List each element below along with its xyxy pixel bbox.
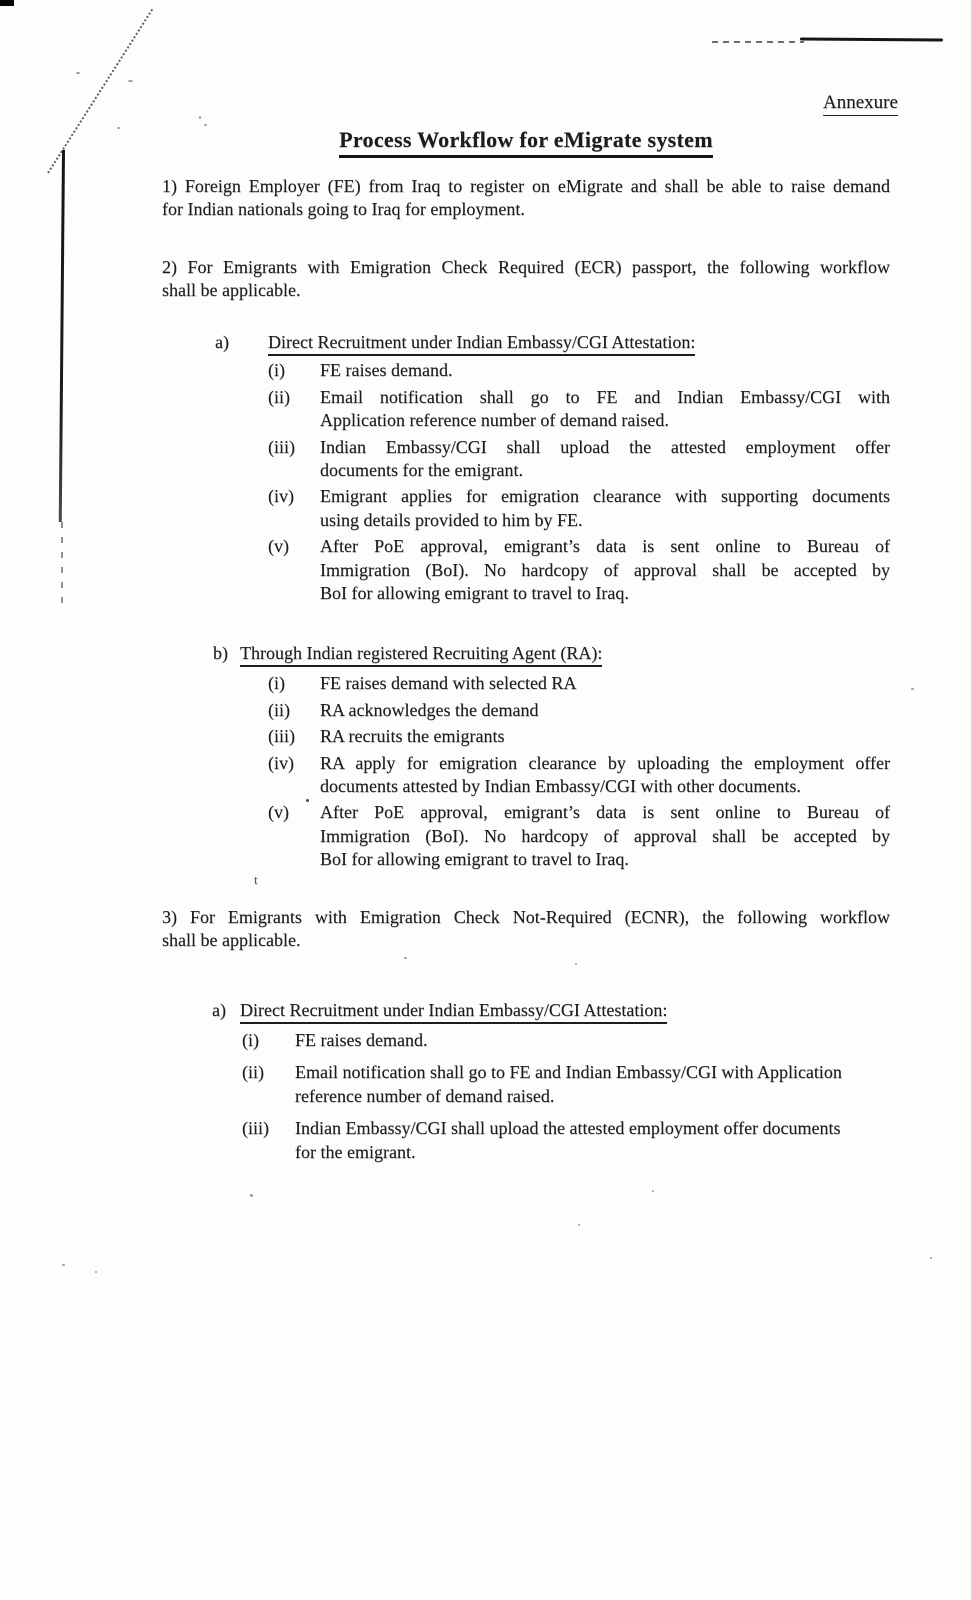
- list-item-line: documents attested by Indian Embassy/CGI with other documents.: [320, 775, 801, 796]
- list-item-text: [295, 1116, 905, 1165]
- paragraph-3-line-1: 3) For Emigrants with Emigration Check Not-Required (ECNR), the following workflow: [162, 907, 890, 927]
- list-item-line: Emigrant applies for emigration clearance with supporting documents: [320, 486, 890, 507]
- section-label: a): [215, 332, 229, 352]
- section-heading: Direct Recruitment under Indian Embassy/CGI Attestation:: [268, 331, 695, 356]
- list-item-numeral: (i): [242, 1030, 259, 1051]
- list-item-numeral: (v): [268, 536, 289, 557]
- section-label: b): [213, 643, 228, 663]
- section-heading: Through Indian registered Recruiting Agent (RA):: [240, 642, 602, 667]
- list-item-text: [320, 672, 890, 695]
- list-item-numeral: (iii): [268, 726, 295, 747]
- list-item-text: [320, 725, 890, 748]
- list-item: [268, 386, 890, 433]
- paragraph-1-line-1: 1) Foreign Employer (FE) from Iraq to register on eMigrate and shall be able to raise demand: [162, 176, 890, 196]
- list-item-line: RA acknowledges the demand: [320, 699, 539, 720]
- list-item-text: [295, 1028, 905, 1052]
- section-heading-row: [215, 331, 890, 356]
- scan-speck-artifact: [404, 957, 407, 959]
- list-item-text: [320, 535, 890, 605]
- scan-speck-artifact: [578, 1224, 580, 1226]
- list-item-line: Immigration (BoI). No hardcopy of approval shall be accepted by: [320, 559, 890, 580]
- scan-speck-artifact: [117, 127, 120, 129]
- section-label: a): [212, 1000, 226, 1020]
- list-item: [268, 801, 890, 871]
- list-item-line: Indian Embassy/CGI shall upload the attested employment offer documents: [295, 1117, 841, 1138]
- list-item-line: Indian Embassy/CGI shall upload the attested employment offer: [320, 436, 890, 457]
- paragraph-1: [162, 175, 890, 222]
- paragraph-2-line-1: 2) For Emigrants with Emigration Check Required (ECR) passport, the following workflow: [162, 257, 890, 277]
- scan-speck-artifact: [930, 1257, 932, 1259]
- section-ecr-recruiting-agent: [213, 642, 890, 875]
- list-item-numeral: (iii): [242, 1117, 269, 1138]
- list-item-line: using details provided to him by FE.: [320, 509, 583, 530]
- scan-top-rule-solid-artifact: [800, 38, 943, 42]
- scan-speck-artifact: [95, 1271, 97, 1273]
- list-item-numeral: (i): [268, 673, 285, 694]
- scan-corner-mark-artifact: [0, 0, 14, 6]
- scan-left-margin-line-tail-artifact: [61, 522, 63, 606]
- annexure-label: Annexure: [823, 92, 898, 116]
- section-ecnr-direct-recruitment: [212, 998, 907, 1172]
- list-item-text: [320, 801, 890, 871]
- list-item-numeral: (ii): [242, 1061, 264, 1082]
- scan-speck-artifact: [199, 116, 201, 119]
- list-item-line: Email notification shall go to FE and Indian Embassy/CGI with: [320, 386, 890, 407]
- section-items: [215, 359, 890, 605]
- list-item-numeral: (iv): [268, 752, 294, 773]
- section-heading: Direct Recruitment under Indian Embassy/CGI Attestation:: [240, 998, 667, 1024]
- section-items: [212, 1028, 907, 1164]
- scan-stray-mark-artifact: t: [254, 872, 258, 887]
- list-item-line: documents for the emigrant.: [320, 459, 523, 480]
- list-item: [268, 436, 890, 483]
- list-item-line: RA recruits the emigrants: [320, 726, 505, 747]
- paragraph-2-line-2: shall be applicable.: [162, 280, 301, 301]
- list-item: [268, 485, 890, 532]
- list-item: [242, 1028, 907, 1052]
- scan-speck-artifact: [204, 124, 207, 126]
- list-item-numeral: (v): [268, 802, 289, 823]
- scan-speck-artifact: [128, 80, 133, 82]
- list-item-line: BoI for allowing emigrant to travel to Iraq.: [320, 582, 629, 603]
- list-item-line: After PoE approval, emigrant’s data is sent online to Bureau of: [320, 536, 890, 557]
- list-item-text: [320, 752, 890, 799]
- scan-left-margin-line-artifact: [59, 150, 65, 522]
- scan-speck-artifact: [911, 688, 914, 690]
- list-item-line: RA apply for emigration clearance by uploading the employment offer: [320, 752, 890, 773]
- paragraph-1-line-2: for Indian nationals going to Iraq for employment.: [162, 199, 525, 220]
- list-item: [268, 359, 890, 382]
- list-item: [268, 725, 890, 748]
- scan-speck-artifact: [652, 1190, 654, 1192]
- list-item-line: FE raises demand with selected RA: [320, 673, 577, 694]
- list-item: [268, 535, 890, 605]
- section-items: [213, 672, 890, 871]
- list-item-numeral: (ii): [268, 699, 290, 720]
- list-item: [268, 672, 890, 695]
- list-item-text: [295, 1060, 905, 1109]
- paragraph-3: [162, 906, 890, 953]
- list-item-line: After PoE approval, emigrant’s data is sent online to Bureau of: [320, 802, 890, 823]
- list-item-text: [320, 359, 890, 382]
- page-title: [162, 127, 890, 158]
- list-item-line: reference number of demand raised.: [295, 1086, 555, 1107]
- scan-speck-artifact: [76, 72, 80, 74]
- list-item-text: [320, 699, 890, 722]
- list-item-line: BoI for allowing emigrant to travel to Iraq.: [320, 849, 629, 870]
- list-item-text: [320, 485, 890, 532]
- scan-speck-artifact: [575, 963, 577, 965]
- section-heading-row: [213, 642, 890, 667]
- list-item-line: FE raises demand.: [320, 360, 453, 381]
- list-item-numeral: (iii): [268, 436, 295, 457]
- list-item-line: Immigration (BoI). No hardcopy of approval shall be accepted by: [320, 825, 890, 846]
- list-item: [268, 699, 890, 722]
- list-item-line: Email notification shall go to FE and Indian Embassy/CGI with Application: [295, 1061, 842, 1082]
- list-item-numeral: (iv): [268, 486, 294, 507]
- list-item-numeral: (i): [268, 360, 285, 381]
- section-ecr-direct-recruitment: [215, 331, 890, 608]
- list-item-text: [320, 386, 890, 433]
- scan-diagonal-fold-line-artifact: [47, 9, 153, 174]
- list-item-line: FE raises demand.: [295, 1030, 428, 1051]
- list-item: [242, 1060, 907, 1109]
- scan-speck-artifact: [250, 1194, 253, 1197]
- list-item: [242, 1116, 907, 1165]
- list-item: [268, 752, 890, 799]
- scan-speck-artifact: [62, 1264, 65, 1266]
- paragraph-2: [162, 256, 890, 303]
- list-item-line: Application reference number of demand raised.: [320, 410, 669, 431]
- scan-top-rule-dashed-artifact: [712, 41, 804, 43]
- paragraph-3-line-2: shall be applicable.: [162, 930, 301, 951]
- list-item-numeral: (ii): [268, 386, 290, 407]
- list-item-line: for the emigrant.: [295, 1142, 416, 1163]
- page-title-text: Process Workflow for eMigrate system: [339, 127, 713, 158]
- list-item-text: [320, 436, 890, 483]
- section-heading-row: [212, 998, 907, 1024]
